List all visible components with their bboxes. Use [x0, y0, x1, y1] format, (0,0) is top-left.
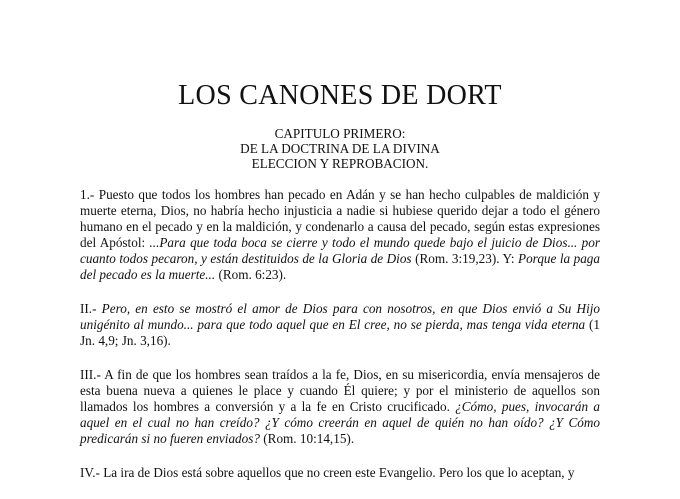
article-text: 1.- Puesto que todos los hombres han pecado en Adán y se han hecho culpables de maldición y muerte eterna, Dios, no habría hecho injusticia a nadie si hubiese querido dejar a todo el género humano en el pecado y en la maldición, y condenarlo a causa del pecado, según estas expresiones del Apóstol:: [80, 187, 600, 250]
document-body: [80, 187, 600, 499]
scripture-reference: (Rom. 6:23).: [215, 267, 287, 282]
scripture-quote: ¿Cómo, pues, invocarán a aquel en el cual no han creído? ¿Y cómo creerán en aquel de quién no han oído? ¿Y Cómo predicarán si no fueren enviados?: [80, 399, 600, 446]
article-2: [80, 301, 600, 349]
scripture-reference: (1 Jn. 4,9; Jn. 3,16).: [80, 317, 600, 348]
scripture-quote: Porque la paga del pecado es la muerte...: [80, 251, 600, 282]
chapter-heading-line: ELECCION Y REPROBACION.: [251, 156, 429, 171]
article-4: [80, 465, 600, 481]
chapter-heading: [0, 126, 680, 171]
article-text: IV.- La ira de Dios está sobre aquellos que no creen este Evangelio. Pero los que lo aceptan, y: [80, 465, 575, 480]
chapter-heading-line: CAPITULO PRIMERO:: [274, 126, 406, 141]
scripture-reference: (Rom. 10:14,15).: [259, 431, 355, 446]
scripture-quote: ...Para que toda boca se cierre y todo el mundo quede bajo el juicio de Dios... por cuanto todos pecaron, y están destituidos de la Gloria de Dios: [80, 235, 600, 266]
article-text: III.- A fin de que los hombres sean traídos a la fe, Dios, en su misericordia, envía mensajeros de esta buena nueva a quienes le place y cuando Él quiere; y por el ministerio de aquellos son llamados los hombres a conversión y a la fe en Cristo crucificado.: [80, 367, 600, 414]
article-1: [80, 187, 600, 283]
article-number: II.-: [80, 301, 102, 316]
page-title: LOS CANONES DE DORT: [178, 80, 502, 111]
article-3: [80, 367, 600, 447]
scripture-reference: (Rom. 3:19,23). Y:: [411, 251, 519, 266]
chapter-heading-line: DE LA DOCTRINA DE LA DIVINA: [240, 141, 440, 156]
scripture-quote: Pero, en esto se mostró el amor de Dios para con nosotros, en que Dios envió a Su Hijo unigénito al mundo... para que todo aquel que en El cree, no se pierda, mas tenga vida eterna: [80, 301, 600, 332]
